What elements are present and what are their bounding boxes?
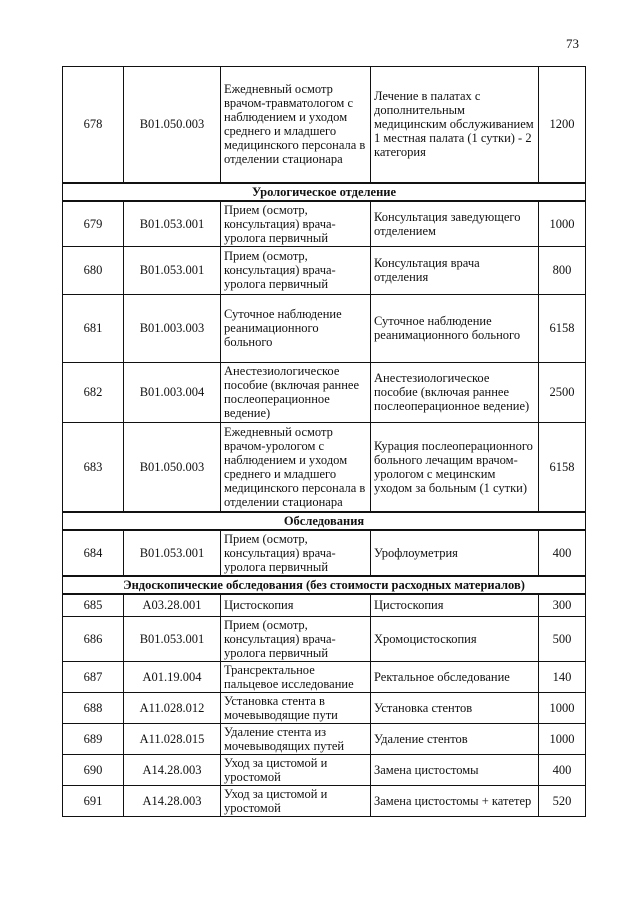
margin-mark [627,210,630,217]
service-code: В01.050.003 [124,67,221,183]
row-number: 681 [63,294,124,362]
table-row [63,754,586,785]
price-value: 1000 [539,201,586,247]
service-name: Уход за цистомой и уростомой [221,754,371,785]
service-code: А03.28.001 [124,594,221,616]
service-description: Консультация заведующего отделением [371,201,539,247]
price-value: 1000 [539,692,586,723]
table-row [63,594,586,616]
row-number: 691 [63,785,124,816]
service-description: Консультация врача отделения [371,246,539,294]
section-heading: Обследования [63,512,586,530]
row-number: 684 [63,530,124,576]
service-name: Удаление стента из мочевыводящих путей [221,723,371,754]
service-name: Ежедневный осмотр врачом-травматологом с наблюдением и уходом среднего и младшего медицинского персонала в отделении стационара [221,67,371,183]
table-row [63,246,586,294]
row-number: 686 [63,616,124,661]
service-description: Анестезиологическое пособие (включая раннее послеоперационное ведение) [371,362,539,422]
row-number: 687 [63,661,124,692]
service-description: Замена цистостомы [371,754,539,785]
table-row [63,201,586,247]
row-number: 679 [63,201,124,247]
table-row [63,616,586,661]
price-value: 1200 [539,67,586,183]
service-code: А11.028.015 [124,723,221,754]
row-number: 680 [63,246,124,294]
service-description: Удаление стентов [371,723,539,754]
service-name: Суточное наблюдение реанимационного больного [221,294,371,362]
service-name: Цистоскопия [221,594,371,616]
table-row [63,362,586,422]
table-row [63,661,586,692]
row-number: 689 [63,723,124,754]
service-code: А01.19.004 [124,661,221,692]
price-value: 520 [539,785,586,816]
service-description: Ректальное обследование [371,661,539,692]
service-code: А14.28.003 [124,754,221,785]
table-row [63,785,586,816]
row-number: 683 [63,422,124,512]
service-name: Прием (осмотр, консультация) врача-уролога первичный [221,246,371,294]
service-description: Суточное наблюдение реанимационного больного [371,294,539,362]
service-description: Лечение в палатах с дополнительным медицинским обслуживанием 1 местная палата (1 сутки) - 2 категория [371,67,539,183]
service-name: Трансректальное пальцевое исследование [221,661,371,692]
row-number: 688 [63,692,124,723]
section-heading: Эндоскопические обследования (без стоимости расходных материалов) [63,576,586,594]
service-code: В01.050.003 [124,422,221,512]
service-description: Замена цистостомы + катетер [371,785,539,816]
price-list-table [62,66,586,817]
service-description: Хромоцистоскопия [371,616,539,661]
table-row [63,692,586,723]
price-value: 300 [539,594,586,616]
table-row [63,67,586,183]
table-row [63,422,586,512]
service-name: Прием (осмотр, консультация) врача-уролога первичный [221,616,371,661]
row-number: 690 [63,754,124,785]
price-list-body [63,67,586,817]
service-description: Цистоскопия [371,594,539,616]
page-number: 73 [566,36,579,51]
section-row [63,183,586,201]
service-description: Установка стентов [371,692,539,723]
price-value: 6158 [539,422,586,512]
price-value: 6158 [539,294,586,362]
service-name: Анестезиологическое пособие (включая раннее послеоперационное ведение) [221,362,371,422]
table-row [63,294,586,362]
price-value: 500 [539,616,586,661]
section-heading: Урологическое отделение [63,183,586,201]
service-code: В01.003.004 [124,362,221,422]
price-value: 1000 [539,723,586,754]
table-row [63,723,586,754]
service-name: Уход за цистомой и уростомой [221,785,371,816]
service-name: Ежедневный осмотр врачом-урологом с наблюдением и уходом среднего и младшего медицинского персонала в отделении стационара [221,422,371,512]
service-description: Урофлоуметрия [371,530,539,576]
row-number: 685 [63,594,124,616]
table-row [63,530,586,576]
service-code: В01.003.003 [124,294,221,362]
section-row [63,576,586,594]
service-code: А14.28.003 [124,785,221,816]
row-number: 682 [63,362,124,422]
price-value: 140 [539,661,586,692]
service-name: Установка стента в мочевыводящие пути [221,692,371,723]
service-code: В01.053.001 [124,616,221,661]
price-value: 800 [539,246,586,294]
service-code: А11.028.012 [124,692,221,723]
price-value: 400 [539,530,586,576]
service-name: Прием (осмотр, консультация) врача-уролога первичный [221,201,371,247]
service-code: В01.053.001 [124,246,221,294]
service-name: Прием (осмотр, консультация) врача-уролога первичный [221,530,371,576]
row-number: 678 [63,67,124,183]
price-value: 2500 [539,362,586,422]
service-code: В01.053.001 [124,201,221,247]
price-value: 400 [539,754,586,785]
section-row [63,512,586,530]
service-code: В01.053.001 [124,530,221,576]
service-description: Курация послеоперационного больного лечащим врачом-урологом с мецинским уходом за больным (1 сутки) [371,422,539,512]
